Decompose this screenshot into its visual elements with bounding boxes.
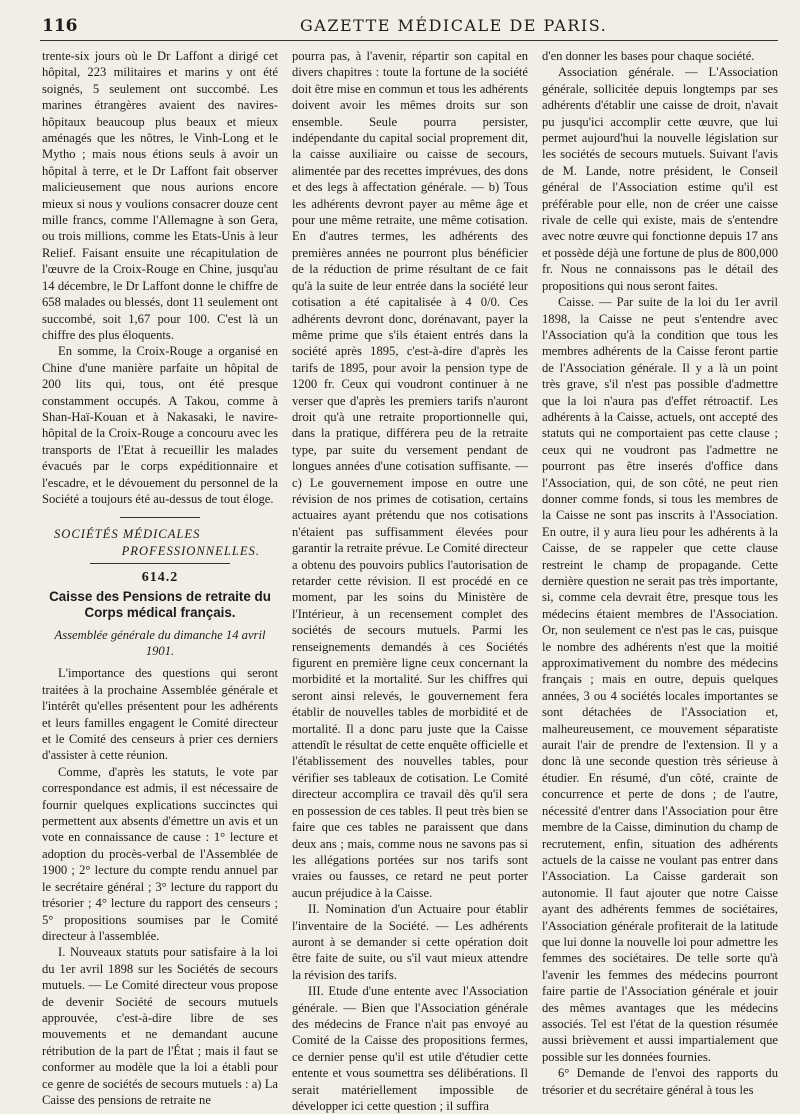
assembly-date: Assemblée générale du dimanche 14 avril 1901. (54, 627, 266, 658)
paragraph: Comme, d'après les statuts, le vote par correspondance est admis, il est nécessaire de fournir quelques explications succinctes qui permettent aux absents d'émettre un avis et un vote en connaissance de cause : 1° lecture et adoption du procès-verbal de l'Assemblée de 1900 ; 2° lecture du compte rendu annuel par le secrétaire général ; 3° lecture du rapport du trésorier ; 4° lecture du rapport des censeurs ; 5° propositions soumises par le Comité directeur à l'assemblée. (42, 764, 278, 943)
paragraph: II. Nomination d'un Actuaire pour établir l'inventaire de la Société. — Les adhérents auront à se demander si cette opération doit être faite de suite, ou s'il vaut mieux attendre la révision des tarifs. (292, 902, 528, 982)
paragraph: Association générale. — L'Association générale, sollicitée depuis longtemps par ses adhérents d'établir une caisse de droit, n'avait pu jusqu'ici accomplir cette œuvre, que lui permet aujourd'hui la nouvelle législation sur les sociétés de secours mutuels. Suivant l'avis de M. Lande, notre président, le Conseil général de l'Association estime qu'il est préférable pour elle, non de créer une caisse rivale de celle qui existe, mais de s'entendre avec notre œuvre qui fonctionne depuis 17 ans et possède déjà une fortune de plus de 800,000 fr. Nous ne connaissons pas le détail des propositions qui nous seront faites. (542, 65, 778, 293)
article-title: Caisse des Pensions de retraite du Corps médical français. (49, 588, 271, 620)
paragraph: I. Nouveaux statuts pour satisfaire à la loi du 1er avril 1898 sur les Sociétés de secours mutuels. — Le Comité directeur vous propose de devenir Société de secours mutuels approuvée, c'est-à-dire libre de ses mouvements et ne demandant aucune rétribution de la part de l'État ; mais il faut se conformer au modèle que la loi a établi pour ce genre de sociétés de secours mutuels : a) La Caisse des pensions de retraite ne (42, 945, 278, 1107)
divider (120, 517, 200, 518)
paragraph: d'en donner les bases pour chaque société. (542, 49, 755, 63)
paragraph: III. Etude d'une entente avec l'Association générale. — Bien que l'Association générale des médecins de France n'ait pas envoyé au Comité de la Caisse des propositions fermes, ce dernier pense qu'il est utile d'étudier cette entente et vous soumettra ses délibérations. Il serait matériellement impossible de développer ici cette question ; il suffira (292, 984, 528, 1113)
section-heading-continued: PROFESSIONNELLES. (121, 543, 260, 558)
divider (90, 563, 230, 564)
paragraph: trente-six jours où le Dr Laffont a dirigé cet hôpital, 223 militaires et marins y ont été soignés, 5 seulement ont succombé. Les marines étrangères avaient des navires-hôpitaux beaucoup plus beaux et mieux aménagés que les nôtres, le Vinh-Long et le Mytho ; mais nous étions seuls à avoir un hôpital à terre, et le Dr Laffont fait observer malicieusement que nous aurions encore mieux si nous y voulions consacrer douze cent mille francs, comme l'Allemagne à son Gera, ou trois millions, comme les Etats-Unis à leur Relief. Faisant ensuite une récapitulation de l'œuvre de la Croix-Rouge en Chine, jusqu'au 14 décembre, le Dr Laffont donne le chiffre de 658 malades ou blessés, dont 11 seulement ont succombé, soit 1,67 pour 100. C'est là un chiffre des plus éloquents. (42, 49, 278, 342)
paragraph: Caisse. — Par suite de la loi du 1er avril 1898, la Caisse ne peut s'entendre avec l'Association qu'à la condition que tous les membres adhérents de la Caisse feront partie de l'Association générale. Il y a là un point très grave, s'il n'est pas possible d'admettre que la loi n'aura pas d'effet rétroactif. Les adhérents à la Caisse, actuels, ont accepté des statuts qui ne comportaient pas cette clause ; ceux qui ne voudront pas l'admettre ne pourront pas être inserés d'office dans l'Association, qui, de son côté, ne peut rien donner comme fonds, si tous les membres de la Caisse ne sont pas inscrits à l'Association. En outre, il y aura lieu pour les adhérents à la Caisse, de se rappeler que cette clause restreint le champ de propagande. Cette dernière question ne serait pas très importante, si, comme cela devrait être, presque tous les médecins étaient membres de l'Association. Or, non seulement ce n'est pas le cas, puisque le nombre des adhérents n'est que la moitié approximativement du nombre des médecins français ; mais en outre, depuis quelques années, 3 ou 4 sociétés locales importantes se sont détachées de l'Association et, malheureusement, ce mouvement séparatiste aurait l'air de prendre de l'extension. Il y a donc là une seconde question très sérieuse à étudier. En résumé, d'un côté, crainte de concurrence et perte de dons ; de l'autre, nécessité d'entrer dans l'Association pour être membre de la Caisse, diminution du champ de recrutement, enfin, situation des adhérents actuels de la caisse ne voulant pas entrer dans l'Association. La Caisse garderait son autonomie. Il faut ajouter que notre Caisse ayant des adhérents femmes de sociétaires, l'Association générale profiterait de la latitude que lui donne la nouvelle loi pour admettre les femmes des sociétaires. De telle sorte qu'à l'avenir les femmes des médecins pourront faire partie de l'Association générale et jouir des mêmes avantages que les médecins associés. Tel est l'état de la question résumée aussi brièvement et aussi impartialement que possible sur les données fournies. (542, 295, 778, 1064)
column-left (42, 48, 278, 1108)
page-header (40, 14, 778, 41)
paragraph: En somme, la Croix-Rouge a organisé en Chine d'une manière parfaite un hôpital de 200 lits qui, tous, ont été presque constamment occupés. A Takou, comme à Shan-Haï-Kouan et à Nakasaki, le navire-hôpital de la Croix-Rouge a concouru avec les transports de l'Etat à recueillir les malades évacués par le corps expéditionnaire et l'escadre, et le dévouement du personnel de la Société a toujours été au-dessus de tout éloge. (42, 344, 278, 506)
paragraph: 6° Demande de l'envoi des rapports du trésorier et du secrétaire général à tous les (542, 1066, 778, 1097)
paragraph: L'importance des questions qui seront traitées à la prochaine Assemblée générale et l'intérêt qu'elles présentent pour les adhérents et leurs familles engagent le Comité directeur et le Comité des censeurs à prier ces derniers d'assister à cette réunion. (42, 666, 278, 763)
column-right (542, 48, 778, 1098)
paragraph: pourra pas, à l'avenir, répartir son capital en divers chapitres : toute la fortune de la société doit être mise en commun et tous les adhérents doivent avoir les mêmes droits sur son ensemble. Seule pourra persister, indépendante du capital social proprement dit, la caisse auxiliaire ou caisse de secours, alimentée par des recettes imprévues, des dons et des legs à affectation générale. — b) Tous les adhérents devront payer au même âge et pour une même retraite, une même cotisation. En d'autres termes, les adhérents des premières années ne pourront plus bénéficier de la réduction de prime résultant de ce fait qu'à la suite de leur entrée dans la société leur cotisation a été capitalisée à 4 0/0. Ces adhérents devront donc, dorénavant, payer la même prime que s'ils étaient entrés dans la société après 1895, c'est-à-dire d'après les tarifs de 1895, pour avoir la pension type de 1200 fr. Ceux qui voudront continuer à ne verser que d'après les premiers tarifs n'auront droit qu'à une retraite proportionnelle qui, dans la pratique, différera peu de la retraite type, par suite du versement pendant de longues années d'une cotisation suffisante. — c) Le gouvernement impose en outre une révision de nos primes de cotisation, certains actuaires ayant prétendu que nos cotisations n'étaient pas suffisamment élevées pour garantir la retraite prévue. Le Comité directeur a obtenu des pouvoirs publics l'autorisation de retarder cette révision. Il est procédé en ce moment, par les soins du Ministère de l'Intérieur, à un recensement complet des sociétés de secours mutuels. Parmi les renseignements demandés à ces Sociétés figurent en première ligne ceux concernant la morbidité et la mortalité. Sur les chiffres qui seront ainsi relevés, le gouvernement fera établir de nouvelles tables de morbidité et de mortalité. Il a donc paru juste que la Caisse attendît le résultat de cette enquête officielle et l'établissement des nouvelles tables, pour vérifier ses tableaux de cotisation. Le Comité directeur accomplira ce travail dès qu'il sera en possession de ces tables. Il peut très bien se faire que ces tables ne paraissent que dans deux ans ; mais, comme nous ne savons pas si les allégations portées sur nos tarifs sont vraies ou fausses, ce retard ne peut porter aucun préjudice à la Caisse. (292, 49, 528, 900)
column-middle (292, 48, 528, 1114)
journal-title: GAZETTE MÉDICALE DE PARIS. (300, 16, 608, 35)
section-heading: SOCIÉTÉS MÉDICALES (54, 527, 201, 542)
article-number: 614.2 (141, 570, 179, 586)
page-number: 116 (42, 16, 78, 36)
